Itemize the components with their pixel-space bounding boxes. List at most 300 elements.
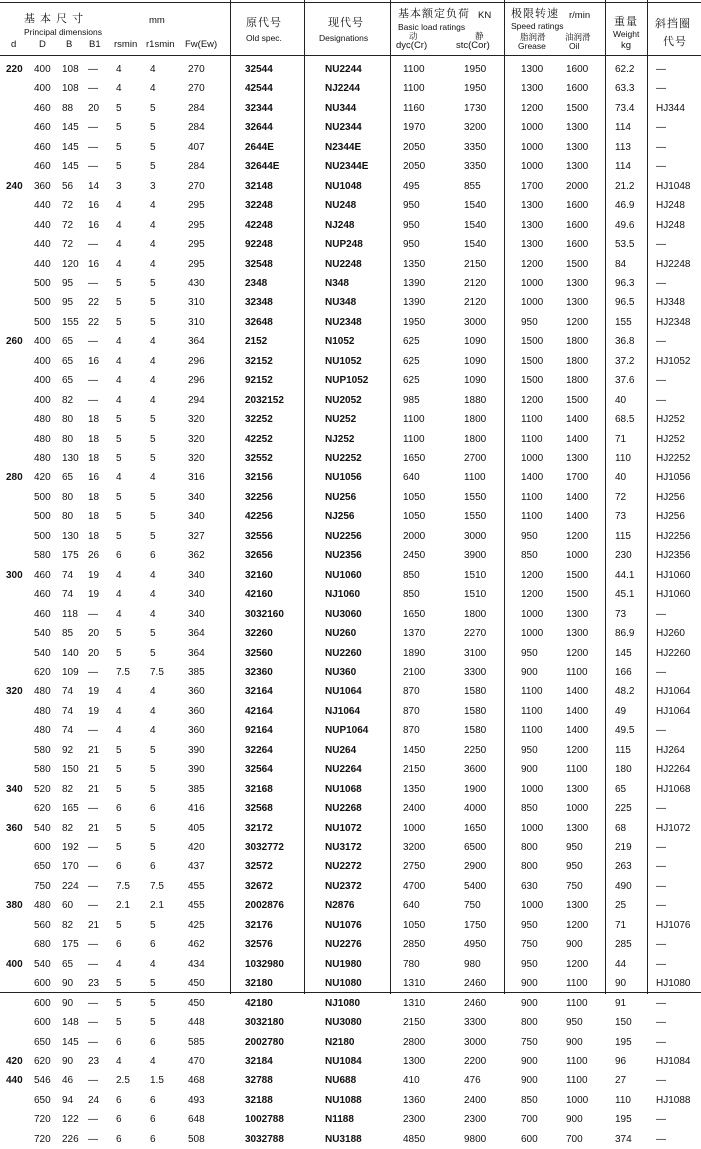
cell-B1: 19 — [88, 686, 100, 698]
cell-r1smin: 4 — [150, 705, 156, 717]
cell-D: 540 — [34, 958, 51, 970]
cell-rsmin: 2.5 — [116, 1075, 130, 1087]
cell-weight: 73.4 — [615, 102, 635, 114]
cell-dynamic-load: 780 — [403, 958, 420, 970]
cell-weight: 44 — [615, 958, 627, 970]
cell-old-spec: 32176 — [245, 919, 273, 931]
cell-rsmin: 5 — [116, 316, 122, 328]
cell-D: 440 — [34, 239, 51, 251]
cell-B: 85 — [62, 628, 74, 640]
header-cur-en: Designations — [319, 33, 369, 43]
cell-grease-speed: 1500 — [521, 336, 544, 348]
cell-old-spec: 32156 — [245, 472, 273, 484]
cell-designation: NU348 — [325, 297, 357, 309]
cell-B1: 26 — [88, 550, 100, 562]
cell-static-load: 9800 — [464, 1133, 487, 1145]
cell-weight: 96 — [615, 1055, 627, 1067]
cell-D: 750 — [34, 880, 51, 892]
header-old-cn: 原代号 — [246, 17, 282, 29]
cell-weight: 45.1 — [615, 589, 635, 601]
cell-dynamic-load: 1100 — [403, 64, 425, 75]
header-col-B: B — [66, 39, 73, 50]
cell-B: 175 — [62, 550, 79, 562]
cell-fw: 360 — [188, 725, 205, 737]
cell-grease-speed: 800 — [521, 1017, 538, 1029]
header-dims-unit: mm — [149, 15, 165, 26]
cell-old-spec: 1002788 — [245, 1114, 284, 1126]
cell-D: 500 — [34, 511, 51, 523]
cell-B: 80 — [62, 491, 74, 503]
cell-rsmin: 5 — [116, 783, 122, 795]
cell-static-load: 3350 — [464, 141, 487, 153]
cell-d: 260 — [6, 336, 23, 348]
cell-grease-speed: 630 — [521, 880, 538, 892]
cell-weight: 145 — [615, 647, 632, 659]
cell-oil-speed: 1400 — [566, 433, 589, 445]
cell-D: 520 — [34, 783, 51, 795]
cell-ring-code: HJ256 — [656, 491, 685, 503]
cell-rsmin: 5 — [116, 511, 122, 523]
cell-r1smin: 5 — [150, 141, 156, 153]
cell-fw: 340 — [188, 589, 205, 601]
cell-static-load: 476 — [464, 1075, 481, 1087]
cell-r1smin: 7.5 — [150, 880, 164, 892]
cell-grease-speed: 1200 — [521, 569, 544, 581]
cell-oil-speed: 900 — [566, 1036, 583, 1048]
cell-fw: 327 — [188, 530, 205, 542]
cell-grease-speed: 1000 — [521, 608, 544, 620]
cell-fw: 434 — [188, 958, 205, 970]
cell-fw: 425 — [188, 919, 205, 931]
cell-oil-speed: 950 — [566, 1017, 583, 1029]
cell-B: 226 — [62, 1133, 79, 1145]
cell-ring-code: HJ348 — [656, 297, 685, 309]
cell-static-load: 2460 — [464, 997, 487, 1009]
cell-static-load: 3300 — [464, 1017, 487, 1029]
cell-weight: 285 — [615, 939, 632, 951]
cell-dynamic-load: 2050 — [403, 161, 426, 173]
cell-ring-code: HJ2252 — [656, 453, 691, 464]
cell-weight: 71 — [615, 433, 627, 445]
cell-B1: — — [88, 1036, 98, 1048]
header-col-D: D — [39, 39, 46, 50]
cell-rsmin: 5 — [116, 297, 122, 309]
cell-grease-speed: 1500 — [521, 375, 544, 387]
cell-grease-speed: 1100 — [521, 491, 543, 503]
cell-r1smin: 5 — [150, 297, 156, 309]
cell-D: 400 — [34, 375, 51, 387]
cell-old-spec: 42164 — [245, 705, 273, 717]
cell-B1: — — [88, 880, 98, 892]
cell-static-load: 3600 — [464, 764, 487, 776]
cell-B: 108 — [62, 83, 79, 95]
cell-D: 360 — [34, 180, 51, 192]
cell-d: 320 — [6, 686, 23, 698]
cell-designation: NJ2244 — [325, 83, 361, 95]
cell-designation: NU2356 — [325, 550, 362, 562]
cell-rsmin: 5 — [116, 530, 122, 542]
cell-D: 460 — [34, 141, 51, 153]
cell-old-spec: 42252 — [245, 433, 273, 445]
cell-static-load: 3300 — [464, 666, 487, 678]
cell-dynamic-load: 1390 — [403, 297, 426, 309]
cell-rsmin: 2.1 — [116, 900, 130, 912]
cell-D: 720 — [34, 1133, 51, 1145]
cell-old-spec: 32164 — [245, 686, 273, 698]
cell-r1smin: 4 — [150, 375, 156, 387]
cell-grease-speed: 1200 — [521, 102, 544, 114]
cell-B1: — — [88, 958, 98, 970]
cell-rsmin: 4 — [116, 83, 122, 95]
cell-grease-speed: 1100 — [521, 705, 543, 717]
cell-old-spec: 32656 — [245, 550, 273, 562]
cell-designation: NU2348 — [325, 316, 362, 328]
cell-dynamic-load: 1000 — [403, 822, 426, 834]
cell-B: 94 — [62, 1094, 74, 1106]
cell-grease-speed: 950 — [521, 530, 538, 542]
cell-r1smin: 2.1 — [150, 900, 164, 912]
cell-weight: 96.5 — [615, 297, 635, 309]
cell-fw: 340 — [188, 511, 205, 523]
cell-ring-code: HJ252 — [656, 433, 685, 445]
col-divider-cur — [390, 0, 391, 994]
cell-rsmin: 5 — [116, 414, 122, 426]
cell-D: 600 — [34, 997, 51, 1009]
cell-r1smin: 5 — [150, 277, 156, 289]
cell-rsmin: 4 — [116, 394, 122, 406]
header-weight-en: Weight — [613, 29, 640, 39]
cell-B1: 18 — [88, 414, 100, 426]
cell-old-spec: 32264 — [245, 744, 273, 756]
cell-grease-speed: 950 — [521, 316, 538, 328]
cell-static-load: 855 — [464, 180, 481, 192]
cell-grease-speed: 1200 — [521, 394, 544, 406]
cell-old-spec: 3032772 — [245, 842, 284, 853]
cell-B1: — — [88, 1133, 98, 1145]
cell-B1: 21 — [88, 822, 100, 834]
cell-oil-speed: 1300 — [566, 822, 589, 834]
cell-B: 60 — [62, 900, 74, 912]
col-divider-load — [504, 0, 505, 994]
cell-grease-speed: 850 — [521, 1094, 538, 1106]
cell-dynamic-load: 4850 — [403, 1133, 426, 1145]
cell-weight: 86.9 — [615, 628, 635, 640]
cell-dynamic-load: 2450 — [403, 550, 426, 562]
cell-old-spec: 32152 — [245, 355, 273, 367]
cell-D: 480 — [34, 900, 51, 912]
cell-oil-speed: 1300 — [566, 161, 589, 173]
cell-oil-speed: 1300 — [566, 453, 589, 464]
cell-D: 720 — [34, 1114, 51, 1126]
cell-r1smin: 7.5 — [150, 666, 164, 678]
cell-dynamic-load: 3200 — [403, 842, 426, 853]
cell-B1: 18 — [88, 491, 100, 503]
cell-designation: NJ256 — [325, 511, 355, 523]
cell-rsmin: 4 — [116, 64, 122, 75]
cell-ring-code: HJ1064 — [656, 686, 691, 698]
header-oil-en: Oil — [569, 41, 580, 51]
cell-B1: 16 — [88, 219, 100, 231]
cell-r1smin: 4 — [150, 64, 156, 75]
cell-B: 155 — [62, 316, 79, 328]
header-cur-cn: 现代号 — [328, 17, 364, 29]
cell-oil-speed: 1400 — [566, 725, 589, 737]
cell-B1: — — [88, 1075, 98, 1087]
cell-B: 130 — [62, 530, 79, 542]
cell-B: 120 — [62, 258, 79, 270]
cell-d: 420 — [6, 1055, 23, 1067]
cell-dynamic-load: 2750 — [403, 861, 426, 873]
cell-ring-code: HJ248 — [656, 219, 685, 231]
cell-old-spec: 32644E — [245, 161, 280, 173]
cell-dynamic-load: 1650 — [403, 453, 426, 464]
cell-grease-speed: 1000 — [521, 277, 544, 289]
cell-fw: 296 — [188, 375, 205, 387]
cell-fw: 455 — [188, 900, 205, 912]
cell-dynamic-load: 1100 — [403, 433, 425, 445]
cell-static-load: 1550 — [464, 491, 487, 503]
cell-fw: 360 — [188, 686, 205, 698]
cell-fw: 320 — [188, 453, 205, 464]
cell-dynamic-load: 625 — [403, 375, 420, 387]
cell-fw: 295 — [188, 258, 205, 270]
cell-r1smin: 4 — [150, 258, 156, 270]
cell-B: 72 — [62, 219, 74, 231]
cell-weight: 73 — [615, 608, 627, 620]
header-dims-en: Principal dimensions — [24, 27, 102, 37]
cell-B1: 21 — [88, 744, 100, 756]
cell-weight: 113 — [615, 141, 631, 153]
cell-weight: 63.3 — [615, 83, 635, 95]
cell-oil-speed: 1400 — [566, 511, 589, 523]
cell-designation: NU1060 — [325, 569, 362, 581]
cell-ring-code: HJ1064 — [656, 705, 691, 717]
cell-rsmin: 4 — [116, 336, 122, 348]
cell-static-load: 1650 — [464, 822, 487, 834]
cell-D: 460 — [34, 589, 51, 601]
cell-weight: 53.5 — [615, 239, 635, 251]
cell-grease-speed: 900 — [521, 1055, 538, 1067]
cell-dynamic-load: 1350 — [403, 258, 426, 270]
cell-fw: 405 — [188, 822, 205, 834]
cell-designation: NU3172 — [325, 842, 362, 853]
cell-designation: N348 — [325, 277, 349, 289]
cell-D: 400 — [34, 355, 51, 367]
cell-rsmin: 5 — [116, 141, 122, 153]
cell-static-load: 1090 — [464, 355, 487, 367]
cell-old-spec: 32248 — [245, 200, 273, 212]
cell-D: 620 — [34, 666, 51, 678]
header-grease-cn: 脂润滑 — [520, 32, 546, 42]
cell-fw: 364 — [188, 336, 205, 348]
cell-fw: 284 — [188, 122, 205, 134]
cell-old-spec: 42544 — [245, 83, 273, 95]
cell-grease-speed: 1100 — [521, 433, 543, 445]
cell-weight: 115 — [615, 744, 631, 756]
cell-dynamic-load: 2800 — [403, 1036, 426, 1048]
cell-B1: — — [88, 375, 98, 387]
cell-ring-code: — — [656, 277, 666, 289]
cell-ring-code: — — [656, 122, 666, 134]
cell-B1: — — [88, 161, 98, 173]
cell-static-load: 1540 — [464, 219, 487, 231]
cell-grease-speed: 950 — [521, 647, 538, 659]
cell-dynamic-load: 4700 — [403, 880, 426, 892]
cell-r1smin: 5 — [150, 744, 156, 756]
cell-oil-speed: 1100 — [566, 764, 588, 776]
header-ring-cn2: 代号 — [663, 36, 687, 48]
cell-old-spec: 2348 — [245, 277, 268, 289]
cell-B: 145 — [62, 122, 79, 134]
cell-old-spec: 2002780 — [245, 1036, 284, 1048]
cell-D: 440 — [34, 219, 51, 231]
cell-dynamic-load: 870 — [403, 725, 420, 737]
cell-ring-code: HJ2348 — [656, 316, 691, 328]
cell-D: 480 — [34, 453, 51, 464]
cell-D: 620 — [34, 803, 51, 815]
cell-dynamic-load: 2150 — [403, 764, 426, 776]
cell-D: 440 — [34, 200, 51, 212]
cell-rsmin: 5 — [116, 744, 122, 756]
cell-D: 650 — [34, 861, 51, 873]
cell-old-spec: 32360 — [245, 666, 273, 678]
cell-ring-code: HJ2356 — [656, 550, 691, 562]
cell-fw: 295 — [188, 239, 205, 251]
cell-oil-speed: 1300 — [566, 783, 589, 795]
cell-dynamic-load: 1970 — [403, 122, 426, 134]
cell-r1smin: 4 — [150, 336, 156, 348]
cell-dynamic-load: 1050 — [403, 511, 426, 523]
header-dims-cn: 基 本 尺 寸 — [24, 13, 85, 25]
cell-designation: NU2248 — [325, 258, 362, 270]
cell-static-load: 2150 — [464, 258, 487, 270]
cell-B: 82 — [62, 394, 74, 406]
cell-d: 440 — [6, 1075, 23, 1087]
cell-weight: 37.6 — [615, 375, 635, 387]
cell-oil-speed: 1400 — [566, 414, 589, 426]
cell-D: 680 — [34, 939, 51, 951]
cell-grease-speed: 750 — [521, 939, 538, 951]
cell-ring-code: — — [656, 861, 666, 873]
cell-ring-code: HJ264 — [656, 744, 685, 756]
cell-designation: N1052 — [325, 336, 355, 348]
cell-oil-speed: 1400 — [566, 705, 589, 717]
cell-r1smin: 6 — [150, 1036, 156, 1048]
cell-B1: 22 — [88, 297, 100, 309]
cell-grease-speed: 900 — [521, 978, 538, 990]
cell-weight: 374 — [615, 1133, 632, 1145]
cell-B1: — — [88, 803, 98, 815]
header-dyn-en: dyc(Cr) — [396, 40, 428, 51]
cell-dynamic-load: 1890 — [403, 647, 426, 659]
cell-r1smin: 6 — [150, 803, 156, 815]
cell-grease-speed: 1000 — [521, 453, 544, 464]
cell-dynamic-load: 985 — [403, 394, 420, 406]
cell-fw: 284 — [188, 102, 205, 114]
cell-dynamic-load: 2150 — [403, 1017, 426, 1029]
cell-dynamic-load: 625 — [403, 336, 420, 348]
cell-B: 82 — [62, 919, 74, 931]
cell-oil-speed: 750 — [566, 880, 583, 892]
cell-B: 145 — [62, 1036, 79, 1048]
cell-B1: 16 — [88, 472, 100, 484]
cell-B: 130 — [62, 453, 79, 464]
cell-D: 480 — [34, 414, 51, 426]
cell-designation: N2876 — [325, 900, 355, 912]
cell-ring-code: HJ2256 — [656, 530, 691, 542]
cell-dynamic-load: 640 — [403, 472, 420, 484]
cell-B: 90 — [62, 997, 74, 1009]
cell-designation: NU252 — [325, 414, 357, 426]
cell-D: 580 — [34, 744, 51, 756]
cell-r1smin: 5 — [150, 822, 156, 834]
cell-r1smin: 6 — [150, 861, 156, 873]
cell-designation: NU3060 — [325, 608, 362, 620]
cell-B: 175 — [62, 939, 79, 951]
cell-static-load: 1950 — [464, 64, 487, 75]
cell-B1: — — [88, 997, 98, 1009]
cell-ring-code: HJ1076 — [656, 919, 691, 931]
cell-fw: 430 — [188, 277, 205, 289]
cell-designation: NJ252 — [325, 433, 355, 445]
cell-rsmin: 5 — [116, 453, 122, 464]
cell-r1smin: 4 — [150, 83, 156, 95]
cell-weight: 44.1 — [615, 569, 635, 581]
cell-B1: 22 — [88, 316, 100, 328]
cell-r1smin: 5 — [150, 491, 156, 503]
cell-r1smin: 5 — [150, 511, 156, 523]
cell-rsmin: 4 — [116, 355, 122, 367]
cell-old-spec: 32148 — [245, 180, 273, 192]
cell-B1: — — [88, 900, 98, 912]
cell-B1: — — [88, 277, 98, 289]
cell-B1: 23 — [88, 978, 100, 990]
cell-weight: 48.2 — [615, 686, 635, 698]
header-col-B1: B1 — [89, 39, 101, 50]
cell-fw: 270 — [188, 180, 205, 192]
cell-oil-speed: 1600 — [566, 64, 589, 75]
cell-r1smin: 4 — [150, 472, 156, 484]
cell-D: 546 — [34, 1075, 51, 1087]
cell-oil-speed: 950 — [566, 842, 583, 853]
cell-old-spec: 32572 — [245, 861, 273, 873]
cell-grease-speed: 1000 — [521, 297, 544, 309]
cell-D: 480 — [34, 725, 51, 737]
cell-old-spec: 42256 — [245, 511, 273, 523]
cell-dynamic-load: 1350 — [403, 783, 426, 795]
cell-rsmin: 6 — [116, 939, 122, 951]
cell-old-spec: 1032980 — [245, 958, 284, 970]
cell-B: 122 — [62, 1114, 79, 1126]
cell-static-load: 2700 — [464, 453, 487, 464]
cell-grease-speed: 800 — [521, 861, 538, 873]
cell-old-spec: 32564 — [245, 764, 273, 776]
cell-weight: 46.9 — [615, 200, 635, 212]
cell-weight: 49.6 — [615, 219, 635, 231]
cell-rsmin: 5 — [116, 628, 122, 640]
cell-D: 480 — [34, 686, 51, 698]
cell-grease-speed: 1000 — [521, 628, 544, 640]
cell-dynamic-load: 1100 — [403, 414, 425, 426]
cell-B: 65 — [62, 355, 74, 367]
cell-ring-code: — — [656, 958, 666, 970]
cell-B1: — — [88, 141, 98, 153]
cell-dynamic-load: 1050 — [403, 919, 426, 931]
cell-rsmin: 4 — [116, 239, 122, 251]
cell-weight: 490 — [615, 880, 632, 892]
cell-rsmin: 6 — [116, 1133, 122, 1145]
cell-fw: 320 — [188, 433, 205, 445]
